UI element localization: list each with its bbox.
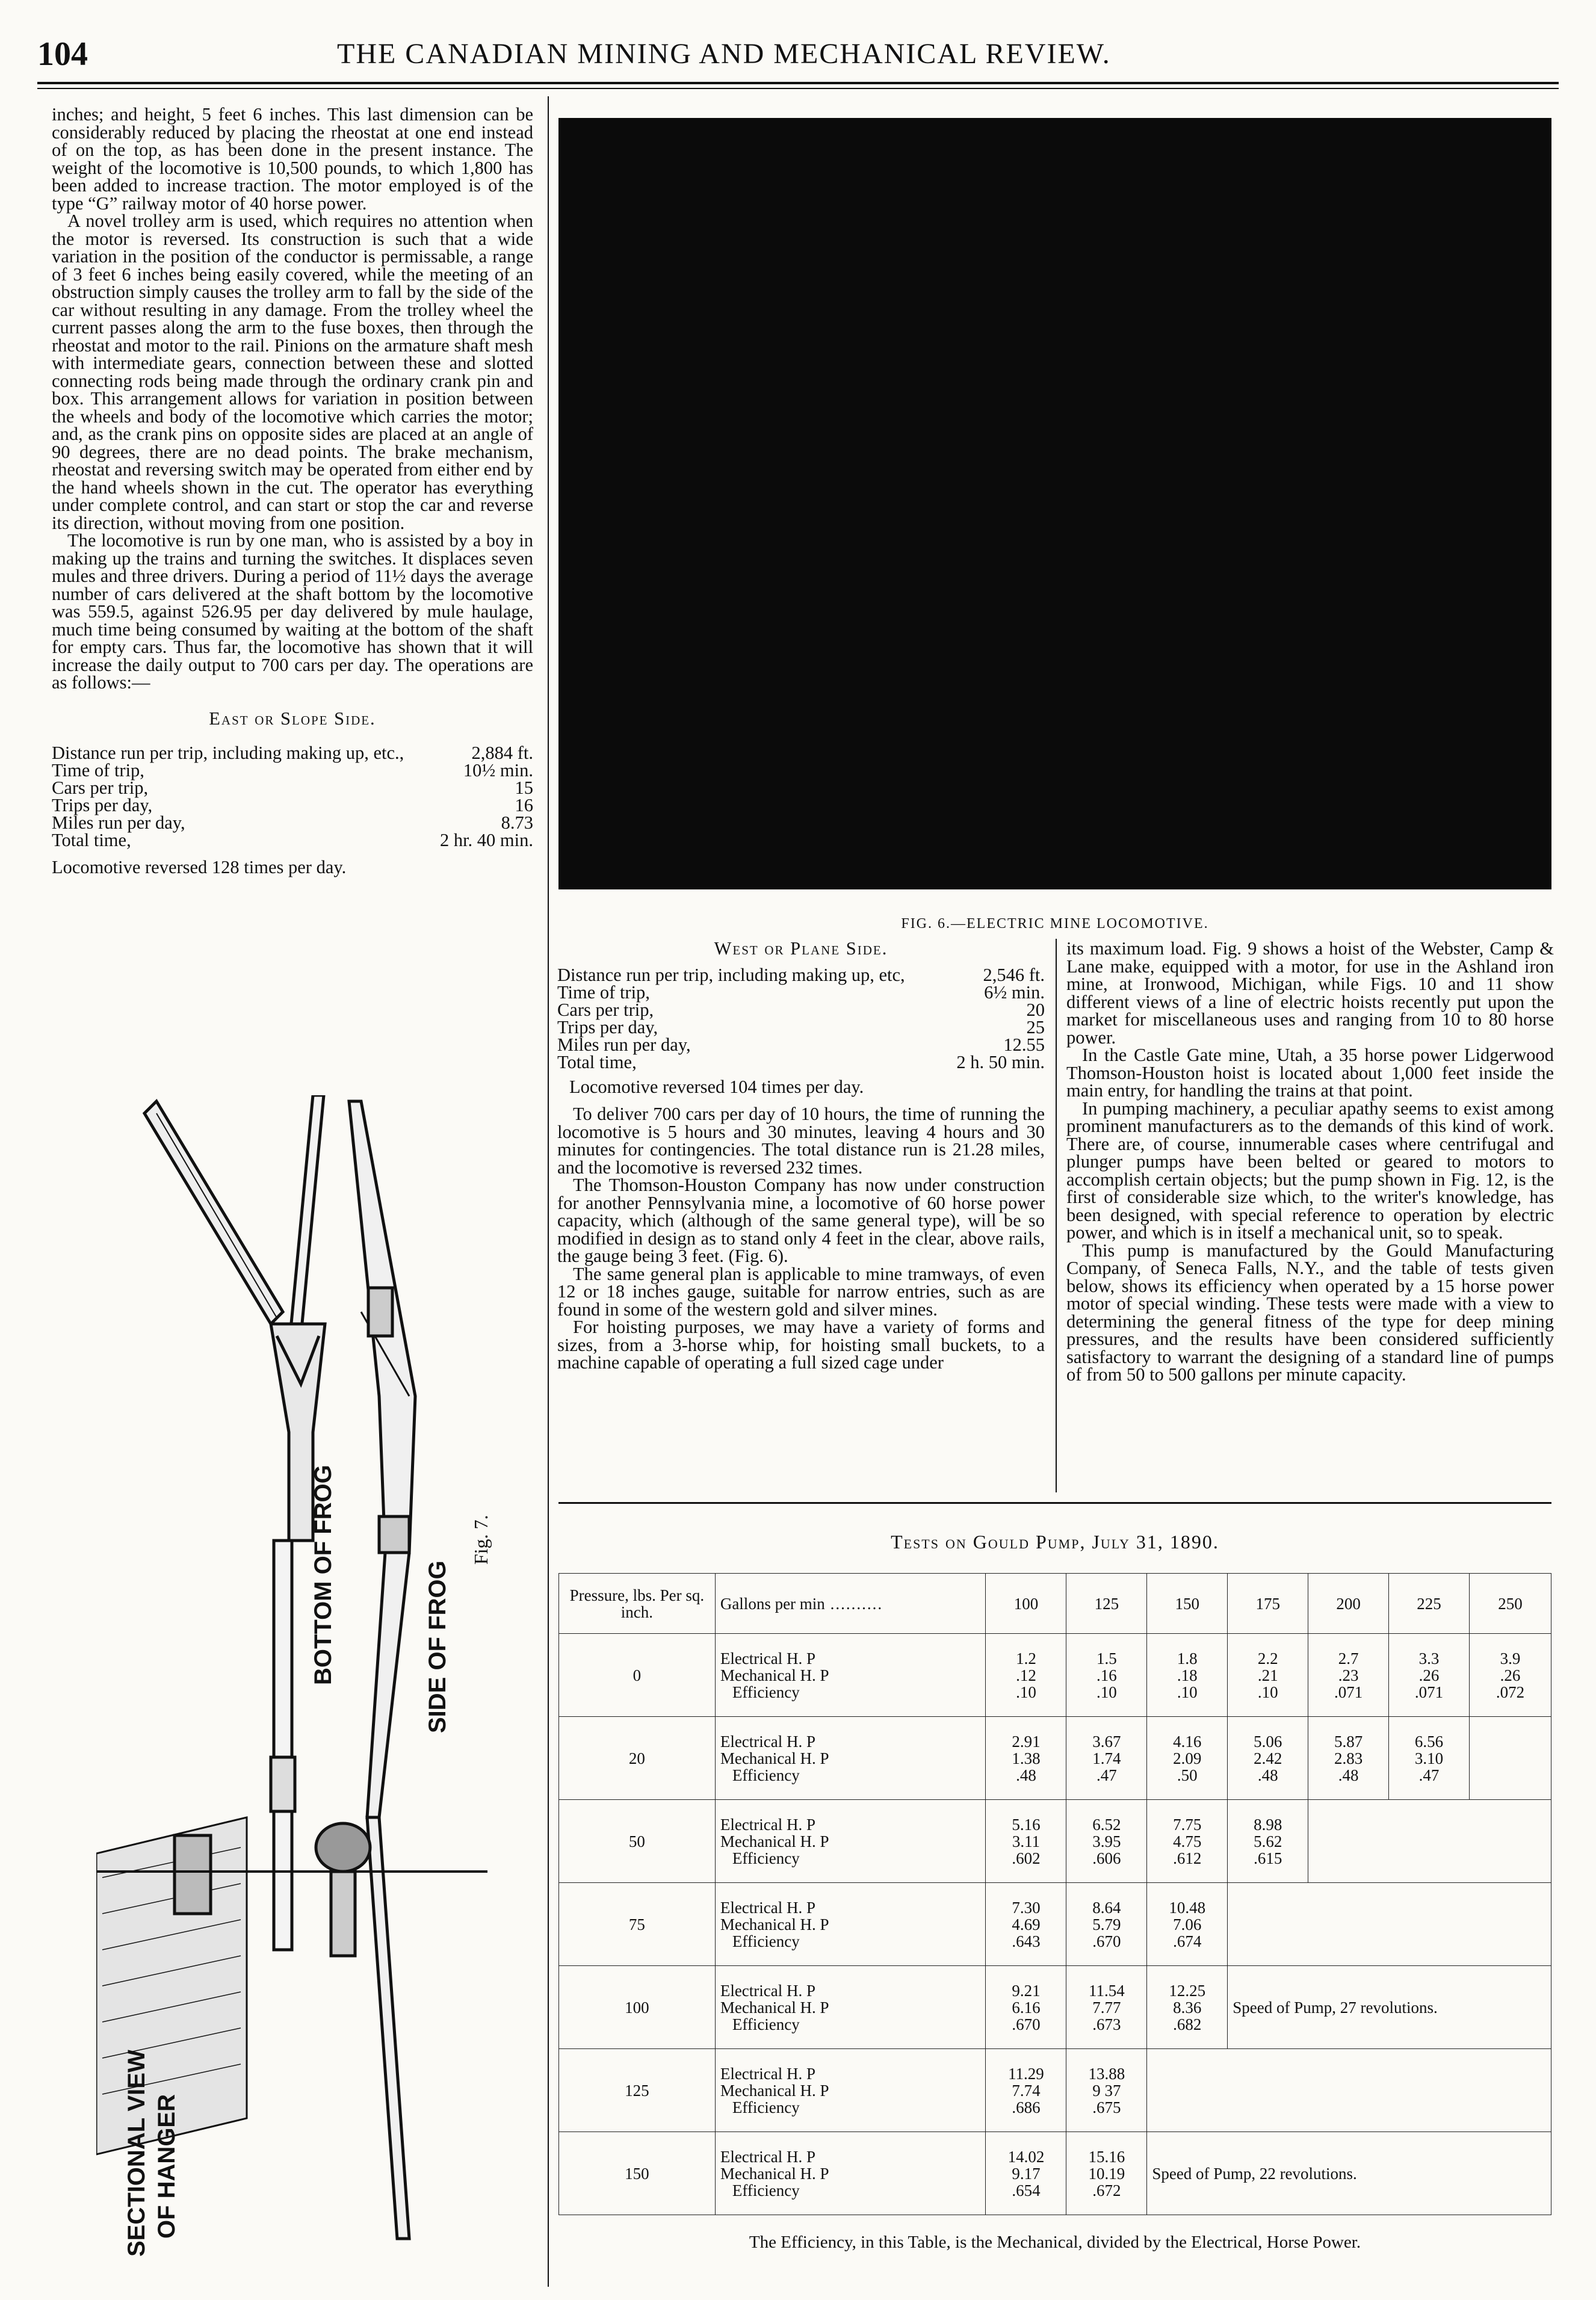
value: .612 [1173,1849,1202,1867]
value: 5.79 [1092,1915,1121,1934]
run-label: Total time, [52,830,131,850]
east-heading: East or Slope Side. [209,708,376,729]
east-run-table [52,744,533,849]
run-row [52,744,533,762]
paragraph: This pump is manufactured by the Gould Manufacturing Company, of Seneca Falls, N.Y., and the table of tests given below, shows its efficiency when operated by a 15 horse power motor of special winding. These tests were made with a view to determining the general fitness of the type for deep mining pressures, and the results have been considered sufficiently satisfactory to warrant the designing of a standard line of pumps of from 50 to 500 gallons per minute capacity. [1066,1240,1554,1385]
figure-6-photo [558,118,1551,889]
run-value: 20 [1026,999,1045,1020]
value: 2.09 [1173,1749,1202,1767]
value-cell [1389,1717,1470,1800]
label-bottom-of-frog: BOTTOM OF FROG [310,1465,336,1685]
value: .10 [1096,1683,1117,1701]
run-row [52,762,533,779]
run-row [557,1051,1045,1072]
value: .26 [1500,1666,1521,1684]
pressure-header: Pressure, lbs. Per sq. inch. [559,1574,716,1634]
value-cell [1228,1634,1308,1717]
value: 8.98 [1254,1815,1282,1834]
value: 12.25 [1169,1981,1206,2000]
run-label: Cars per trip, [52,777,149,798]
table-row [559,1883,1551,1966]
value: .21 [1257,1666,1278,1684]
run-row [52,797,533,814]
value: 3.67 [1092,1732,1121,1751]
value: .10 [1016,1683,1036,1701]
value: 6.16 [1012,1998,1041,2017]
value: .48 [1338,1766,1359,1784]
paragraph: The Thomson-Houston Company has now under construction for another Pennsylvania mine, a locomotive of 60 horse power capacity, which (although of the same general type), will be so modified in design as to stand only 4 feet in the clear, above rails, the gauge being 3 feet. (Fig. 6). [557,1175,1045,1266]
run-label: Miles run per day, [557,1034,691,1055]
value-cell [1066,1883,1147,1966]
row-labels [715,1883,986,1966]
row-label: Mechanical H. P [720,2081,829,2100]
empty-span-cell [1470,1717,1551,1800]
empty-span-cell [1147,2049,1551,2132]
value: 7.74 [1012,2081,1041,2100]
run-value: 12.55 [1003,1034,1045,1055]
value: 9 37 [1092,2081,1121,2100]
value: .16 [1096,1666,1117,1684]
value-cell [1389,1634,1470,1717]
label-side-of-frog: SIDE OF FROG [424,1560,451,1733]
value: .654 [1012,2181,1041,2200]
run-value: 16 [515,795,533,815]
table-row [559,1634,1551,1717]
pressure-cell: 50 [559,1800,716,1883]
value: 9.17 [1012,2164,1041,2183]
pressure-cell: 100 [559,1966,716,2049]
value-cell [1147,1634,1228,1717]
value: .682 [1173,2015,1202,2033]
row-label: Electrical H. P [720,1815,816,1834]
run-label: Trips per day, [52,795,153,815]
value: 14.02 [1007,2147,1045,2166]
column-divider [1056,939,1057,1492]
value: .48 [1016,1766,1036,1784]
value: .50 [1177,1766,1198,1784]
paragraph: For hoisting purposes, we may have a variety of forms and sizes, from a 3-horse whip, for hoisting small buckets, to a machine capable of operating a full sized cage under [557,1317,1045,1373]
value: 3.11 [1012,1832,1041,1850]
value: .670 [1092,1932,1121,1950]
value: 4.75 [1173,1832,1202,1850]
value-cell [1308,1717,1389,1800]
run-value: 2 hr. 40 min. [439,830,533,850]
label-of-hanger: OF HANGER [153,2094,180,2239]
run-value: 6½ min. [984,982,1045,1003]
run-value: 10½ min. [463,760,533,781]
value: 3.3 [1418,1649,1440,1668]
figure-6-caption: FIG. 6.—ELECTRIC MINE LOCOMOTIVE. [901,916,1209,932]
value: 5.62 [1254,1832,1282,1850]
table-header-row [559,1574,1551,1634]
value: 2.7 [1338,1649,1359,1668]
value: .674 [1173,1932,1202,1950]
value: 4.69 [1012,1915,1041,1934]
value: .670 [1012,2015,1041,2033]
row-label: Electrical H. P [720,1981,816,2000]
value: .23 [1338,1666,1359,1684]
value: .643 [1012,1932,1041,1950]
value: 9.21 [1012,1981,1041,2000]
value-cell [986,2132,1066,2215]
table-row [559,2049,1551,2132]
tests-table [558,1573,1551,2215]
gallons-cell: 100 [986,1574,1066,1634]
value: .47 [1096,1766,1117,1784]
east-note: Locomotive reversed 128 times per day. [52,857,347,877]
run-value: 2,546 ft. [983,964,1045,985]
value: .615 [1254,1849,1282,1867]
row-labels [715,1966,986,2049]
value-cell [1308,1634,1389,1717]
value-cell [1147,1883,1228,1966]
pressure-cell: 0 [559,1634,716,1717]
value: 3.9 [1500,1649,1521,1668]
value: 2.2 [1257,1649,1278,1668]
value: 5.16 [1012,1815,1041,1834]
value: .12 [1016,1666,1036,1684]
value: .18 [1177,1666,1198,1684]
west-run-table [557,966,1045,1071]
value: 1.8 [1177,1649,1198,1668]
value-cell [1066,1966,1147,2049]
value: 5.06 [1254,1732,1282,1751]
figure-7-frog-drawing [96,1095,542,2275]
row-label: Efficiency [732,1849,800,1867]
row-labels [715,1717,986,1800]
paragraph: In pumping machinery, a peculiar apathy seems to exist among prominent manufacturers as to the demands of this kind of work. There are, of course, innumerable cases where centrifugal and plunger pumps have been belted or geared to motors to accomplish certain objects; but the pump shown in Fig. 12, is the first of considerable size which, to the writer's knowledge, has been designed, with special reference to operation by electric power, and which is in itself a mechanical unit, so to speak. [1066,1098,1554,1243]
row-label: Efficiency [732,2098,800,2116]
run-label: Time of trip, [52,760,144,781]
value: 1.38 [1012,1749,1041,1767]
value: 7.30 [1012,1898,1041,1917]
run-value: 25 [1026,1016,1045,1037]
header-rule-thin [37,88,1559,89]
value: 11.54 [1088,1981,1125,2000]
value: .672 [1092,2181,1121,2200]
row-label: Efficiency [732,1766,800,1784]
paragraph: inches; and height, 5 feet 6 inches. This last dimension can be considerably reduced by placing the rheostat at one end instead of on the top, as has been done in the present instance. The weight of the locomotive is 10,500 pounds, to which 1,800 has been added to increase traction. The motor employed is of the type “G” railway motor of 40 horse power. [52,104,533,214]
right-column [1066,940,1554,1384]
row-label: Efficiency [732,2015,800,2033]
pressure-cell: 20 [559,1717,716,1800]
row-label: Efficiency [732,1683,800,1701]
pressure-cell: 75 [559,1883,716,1966]
running-header: THE CANADIAN MINING AND MECHANICAL REVIEW. [337,38,1111,70]
pressure-cell: 150 [559,2132,716,2215]
table-row [559,1800,1551,1883]
row-labels [715,1634,986,1717]
value-cell [1228,1717,1308,1800]
run-value: 2 h. 50 min. [956,1051,1045,1072]
run-label: Distance run per trip, including making up, etc, [557,964,905,985]
run-row [557,1016,1045,1037]
speed-note: Speed of Pump, 27 revolutions. [1233,1998,1438,2017]
value-cell [986,1634,1066,1717]
value: .602 [1012,1849,1041,1867]
value: 5.87 [1334,1732,1363,1751]
run-label: Distance run per trip, including making up, etc., [52,743,404,763]
value: 15.16 [1088,2147,1125,2166]
row-labels [715,2132,986,2215]
value: 7.06 [1173,1915,1202,1934]
table-rule [558,1502,1551,1504]
value: 3.95 [1092,1832,1121,1850]
value: 2.91 [1012,1732,1041,1751]
value: 13.88 [1088,2064,1125,2083]
run-label: Total time, [557,1051,637,1072]
run-value: 8.73 [501,812,533,833]
value-cell [1147,1966,1228,2049]
value: .26 [1418,1666,1440,1684]
row-label: Mechanical H. P [720,1749,829,1767]
value-cell [986,1717,1066,1800]
page-number: 104 [37,36,88,73]
speed-note: Speed of Pump, 22 revolutions. [1152,2164,1357,2183]
row-label: Electrical H. P [720,1898,816,1917]
run-row [52,832,533,849]
empty-span-cell [1308,1800,1551,1883]
table-row [559,1966,1551,2049]
paragraph: its maximum load. Fig. 9 shows a hoist of the Webster, Camp & Lane make, equipped with a motor, for use in the Ashland iron mine, at Ironwood, Michigan, while Figs. 10 and 11 show different views of a line of electric hoists recently put upon the market for miscellaneous uses and ranging from 10 to 80 horse power. [1066,938,1554,1048]
value: 2.83 [1334,1749,1363,1767]
run-label: Trips per day, [557,1016,658,1037]
run-label: Cars per trip, [557,999,654,1020]
row-label: Electrical H. P [720,1732,816,1751]
value: .071 [1414,1683,1444,1701]
gallons-cell: 150 [1147,1574,1228,1634]
table-row [559,2132,1551,2215]
row-labels [715,1800,986,1883]
value: 10.19 [1088,2164,1125,2183]
paragraph: To deliver 700 cars per day of 10 hours, the time of running the locomotive is 5 hours and 30 minutes, leaving 4 hours and 30 minutes for contingencies. The total distance run is 21.28 miles, and the locomotive is reversed 232 times. [557,1104,1045,1178]
value-cell [1066,1800,1147,1883]
value: 11.29 [1008,2064,1044,2083]
value-cell [986,1966,1066,2049]
gallons-cell: 250 [1470,1574,1551,1634]
value-cell [986,1800,1066,1883]
west-note: Locomotive reversed 104 times per day. [569,1076,864,1097]
row-label: Mechanical H. P [720,1915,829,1934]
run-row [557,966,1045,984]
row-label: Mechanical H. P [720,1666,829,1684]
column-divider [548,96,549,2287]
value-cell [1066,2049,1147,2132]
value: 6.52 [1092,1815,1121,1834]
row-label: Electrical H. P [720,1649,816,1668]
row-label: Mechanical H. P [720,1832,829,1850]
value: .47 [1418,1766,1440,1784]
value: 2.42 [1254,1749,1282,1767]
row-label: Electrical H. P [720,2064,816,2083]
run-value: 2,884 ft. [471,743,533,763]
value: 3.10 [1414,1749,1444,1767]
value-cell [1066,1717,1147,1800]
paragraph: In the Castle Gate mine, Utah, a 35 horse power Lidgerwood Thomson-Houston hoist is located about 1,000 feet inside the main entry, for handling the trains at that point. [1066,1045,1554,1101]
value: 7.77 [1092,1998,1121,2017]
value: .48 [1257,1766,1278,1784]
paragraph: The same general plan is applicable to mine tramways, of even 12 or 18 inches gauge, suitable for narrow entries, such as are found in some of the western gold and silver mines. [557,1263,1045,1320]
value: .071 [1334,1683,1363,1701]
value-cell [986,2049,1066,2132]
value-cell [1228,1800,1308,1883]
value: 8.36 [1173,1998,1202,2017]
value-cell [1147,1717,1228,1800]
pressure-cell: 125 [559,2049,716,2132]
value: 7.75 [1173,1815,1202,1834]
gallons-cell: 175 [1228,1574,1308,1634]
row-labels [715,2049,986,2132]
value: .673 [1092,2015,1121,2033]
value: 1.2 [1016,1649,1036,1668]
value-cell [1066,1634,1147,1717]
gallons-cell: 125 [1066,1574,1147,1634]
value-cell [986,1883,1066,1966]
row-label: Efficiency [732,1932,800,1950]
value: 8.64 [1092,1898,1121,1917]
row-label: Efficiency [732,2181,800,2200]
run-label: Miles run per day, [52,812,185,833]
middle-column [557,940,1045,1372]
value: 10.48 [1169,1898,1206,1917]
paragraph: The locomotive is run by one man, who is assisted by a boy in making up the trains and turning the switches. It displaces seven mules and three drivers. During a period of 11½ days the average number of cars delivered at the shaft bottom by the locomotive was 559.5, against 526.95 per day delivered by mule haulage, much time being consumed by waiting at the bottom of the shaft for empty cars. Thus far, the locomotive has shown that it will increase the daily output to 700 cars per day. The operations are as follows:— [52,530,533,693]
value: 4.16 [1173,1732,1202,1751]
value-cell [1066,2132,1147,2215]
run-row [557,984,1045,1001]
value: .10 [1177,1683,1198,1701]
value-cell [1470,1634,1551,1717]
figure-7-label: Fig. 7. [470,1515,492,1565]
header-rule [37,82,1559,84]
gallons-label: Gallons per min .......... [715,1574,986,1634]
table-row [559,1717,1551,1800]
gallons-cell: 225 [1389,1574,1470,1634]
empty-span-cell [1228,1883,1551,1966]
value: 1.5 [1096,1649,1117,1668]
run-row [52,779,533,797]
tests-table-title: Tests on Gould Pump, July 31, 1890. [891,1531,1219,1553]
run-row [557,1036,1045,1054]
left-column [52,106,533,877]
run-row [52,814,533,832]
empty-span-cell [1228,1966,1551,2049]
run-value: 15 [515,777,533,798]
paragraph: A novel trolley arm is used, which requires no attention when the motor is reversed. Its construction is such that a wide variation in the position of the conductor is permissable, a range of 3 feet 6 inches being easily covered, while the meeting of an obstruction simply causes the trolley arm to fall by the side of the car without resulting in any damage. From the trolley wheel the current passes along the arm to the fuse boxes, then through the rheostat and motor to the rail. Pinions on the armature shaft mesh with intermediate gears, connection between these and slotted connecting rods being made through the ordinary crank pin and box. This arrangement allows for variation in position between the wheels and body of the locomotive which carries the motor; and, as the crank pins on opposite sides are placed at an angle of 90 degrees, there are no dead points. The brake mechanism, rheostat and reversing switch may be operated from either end by the hand wheels shown in the cut. The operator has everything under complete control, and can start or stop the car and reverse its direction, without moving from one position. [52,211,533,533]
value: 6.56 [1414,1732,1444,1751]
value: .686 [1012,2098,1041,2116]
run-row [557,1001,1045,1019]
tests-footnote: The Efficiency, in this Table, is the Mechanical, divided by the Electrical, Horse Power. [749,2233,1361,2252]
value: 1.74 [1092,1749,1121,1767]
label-sectional-view: SECTIONAL VIEW [123,2050,150,2257]
value: .10 [1257,1683,1278,1701]
row-label: Mechanical H. P [720,2164,829,2183]
west-heading: West or Plane Side. [714,938,888,959]
value: .606 [1092,1849,1121,1867]
row-label: Mechanical H. P [720,1998,829,2017]
row-label: Electrical H. P [720,2147,816,2166]
value-cell [1147,1800,1228,1883]
value: .675 [1092,2098,1121,2116]
value: .072 [1495,1683,1525,1701]
run-label: Time of trip, [557,982,650,1003]
gallons-cell: 200 [1308,1574,1389,1634]
empty-span-cell [1147,2132,1551,2215]
